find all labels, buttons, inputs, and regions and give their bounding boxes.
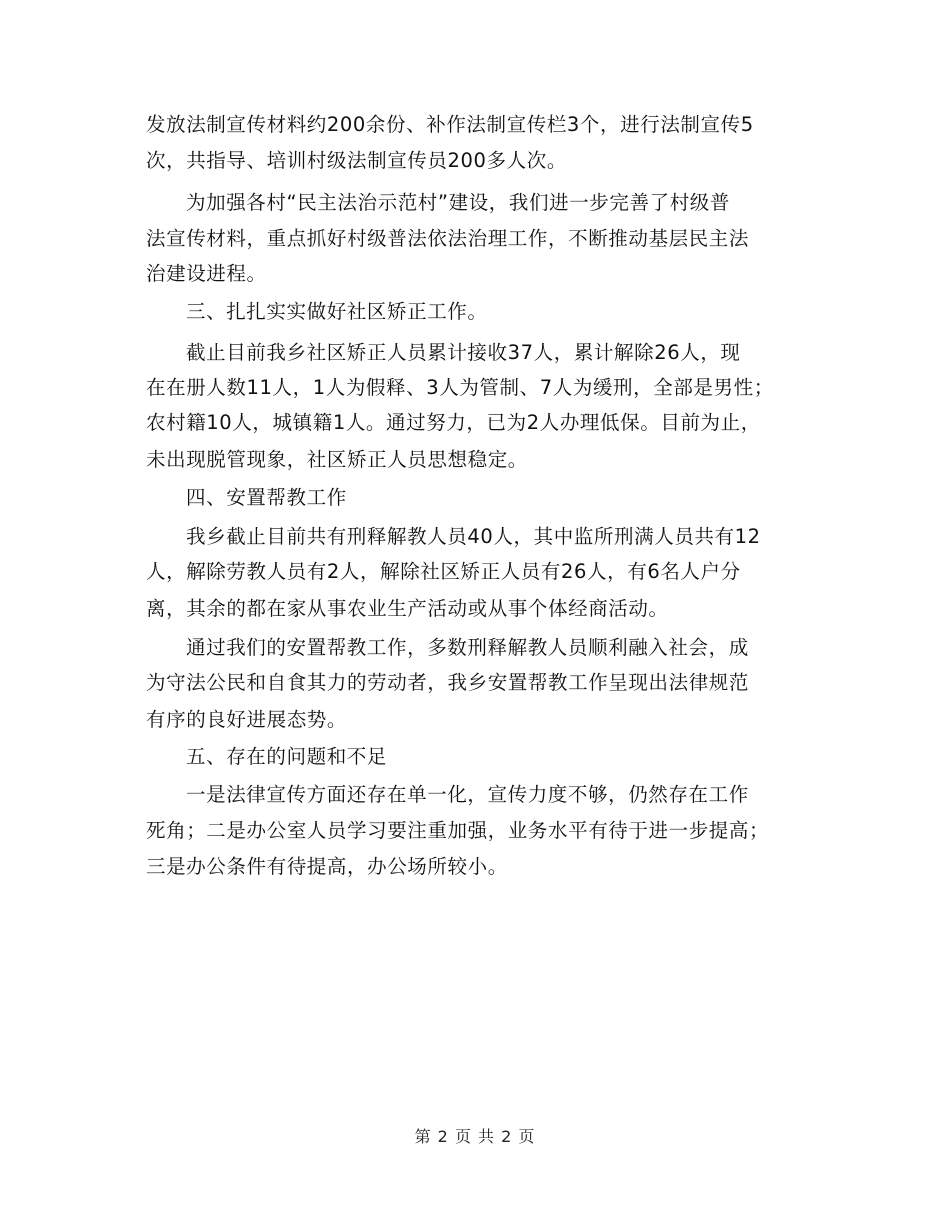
- paragraph-line: 一是法律宣传方面还存在单一化，宣传力度不够，仍然存在工作: [186, 783, 749, 806]
- paragraph-line: 农村籍10人，城镇籍1人。通过努力，已为2人办理低保。目前为止，: [146, 411, 761, 434]
- paragraph-line: 在在册人数11人，1人为假释、3人为管制、7人为缓刑，全部是男性；: [146, 376, 774, 399]
- paragraph-line: 截止目前我乡社区矫正人员累计接收37人，累计解除26人，现: [186, 341, 741, 364]
- paragraph-line: 未出现脱管现象，社区矫正人员思想稳定。: [146, 448, 528, 471]
- paragraph-line: 离，其余的都在家从事农业生产活动或从事个体经商活动。: [146, 597, 669, 620]
- paragraph-line: 我乡截止目前共有刑释解教人员40人，其中监所刑满人员共有12: [186, 525, 761, 548]
- paragraph-line: 三是办公条件有待提高，办公场所较小。: [146, 855, 508, 878]
- section-heading: 五、存在的问题和不足: [186, 745, 388, 768]
- paragraph-line: 有序的良好进展态势。: [146, 708, 348, 731]
- paragraph-line: 发放法制宣传材料约200余份、补作法制宣传栏3个，进行法制宣传5: [146, 113, 754, 136]
- paragraph-line: 为守法公民和自食其力的劳动者，我乡安置帮教工作呈现出法律规范: [146, 671, 750, 694]
- paragraph-line: 死角；二是办公室人员学习要注重加强，业务水平有待于进一步提高；: [146, 819, 770, 842]
- page-number-footer: 第 2 页 共 2 页: [414, 1127, 536, 1146]
- section-heading: 三、扎扎实实做好社区矫正工作。: [186, 300, 488, 323]
- paragraph-line: 人，解除劳教人员有2人，解除社区矫正人员有26人，有6名人户分: [146, 560, 741, 583]
- paragraph-line: 治建设进程。: [146, 262, 267, 285]
- paragraph-line: 为加强各村“民主法治示范村”建设，我们进一步完善了村级普: [186, 191, 731, 214]
- paragraph-line: 次，共指导、培训村级法制宣传员200多人次。: [146, 149, 567, 172]
- section-heading: 四、安置帮教工作: [186, 486, 347, 509]
- paragraph-line: 通过我们的安置帮教工作，多数刑释解教人员顺利融入社会，成: [186, 636, 749, 659]
- paragraph-line: 法宣传材料，重点抓好村级普法依法治理工作，不断推动基层民主法: [146, 227, 750, 250]
